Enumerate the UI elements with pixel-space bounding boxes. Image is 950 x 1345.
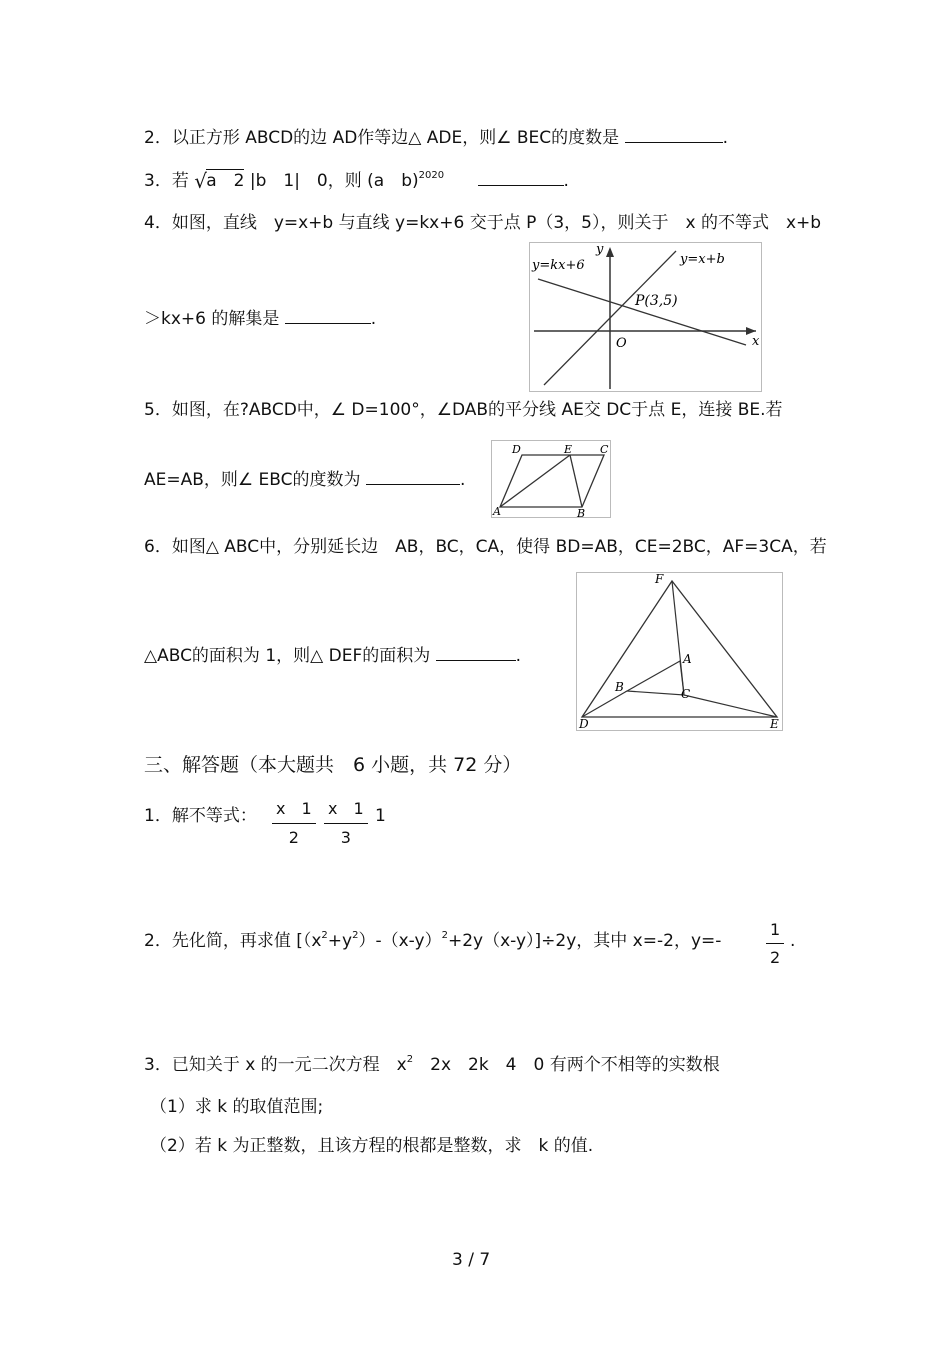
- label-d: D: [579, 717, 589, 730]
- question-5-line1: 5．如图，在?ABCD中，∠ D=100°，∠DAB的平分线 AE交 DC于点 E，连接 BE.若: [144, 400, 783, 420]
- question-2-fill: 2．以正方形 ABCD的边 AD作等边△ ADE，则∠ BEC的度数是 .: [144, 128, 728, 148]
- solve-2-end: .: [790, 931, 796, 951]
- label-line-xb: y=x+b: [680, 252, 725, 267]
- segment-bd: [582, 691, 627, 717]
- label-d: D: [512, 443, 521, 456]
- label-origin: O: [616, 336, 627, 351]
- question-5-line2: AE=AB，则∠ EBC的度数为 .: [144, 470, 466, 490]
- label-b: B: [577, 507, 586, 517]
- question-4-line1: 4．如图，直线 y=x+b 与直线 y=kx+6 交于点 P（3，5），则关于 x 的不等式 x+b: [144, 213, 822, 233]
- figure-parallelogram: [491, 440, 611, 518]
- label-b: B: [615, 680, 624, 694]
- label-a: A: [683, 652, 692, 666]
- fraction-1: x 1 2: [272, 796, 316, 847]
- sqrt-expression: √ a 2: [194, 169, 245, 193]
- answer-blank: [478, 171, 564, 186]
- solve-3-part2: （2）若 k 为正整数，且该方程的根都是整数，求 k 的值.: [150, 1136, 594, 1156]
- question-6-line1: 6．如图△ ABC中，分别延长边 AB，BC，CA，使得 BD=AB，CE=2BC，AF=3CA，若: [144, 537, 827, 557]
- solve-3-text: 3．已知关于 x 的一元二次方程 $x^2$ 2x 2k 4 0 有两个不相等的实数根: [144, 1054, 720, 1075]
- solve-2-text: 2．先化简，再求值 $[(x^2+y^2)-(x-y)^2+2y(x-y)]\div 2y$，其中 x=-2，y=-: [144, 930, 722, 951]
- fraction-y: 1 2: [766, 920, 784, 967]
- answer-blank: [625, 128, 723, 143]
- figure-triangle-def: [576, 572, 783, 731]
- label-x-axis: x: [752, 334, 760, 349]
- figure-lines-intersection: [529, 242, 762, 392]
- label-e: E: [770, 717, 779, 730]
- page-number: 3 / 7: [452, 1250, 491, 1270]
- label-line-kx6: y=kx+6: [532, 258, 585, 273]
- solve-3-part1: （1）求 k 的取值范围;: [150, 1097, 324, 1117]
- answer-blank: [285, 309, 371, 324]
- label-e: E: [564, 443, 573, 456]
- parallelogram-abcd: [500, 455, 604, 507]
- fraction-2: x 1 3: [324, 796, 368, 847]
- label-c: C: [681, 687, 691, 701]
- solve-1-rhs: 1: [375, 806, 386, 826]
- label-point-p: P(3,5): [635, 293, 678, 309]
- answer-blank: [366, 470, 460, 485]
- line-y-kx-6: [538, 279, 746, 345]
- question-3-fill: 3．若 √ a 2 |b 1| 0，则 (a b)$^{2020}$ .: [144, 169, 569, 193]
- triangle-abc: [627, 661, 684, 695]
- label-c: C: [600, 443, 609, 456]
- question-6-line2: △ABC的面积为 1，则△ DEF的面积为 .: [144, 646, 522, 666]
- label-f: F: [655, 573, 664, 586]
- label-y-axis: y: [596, 243, 604, 257]
- question-2-text: 2．以正方形 ABCD的边 AD作等边△ ADE，则∠ BEC的度数是: [144, 128, 620, 148]
- y-axis-arrow-icon: [606, 247, 614, 257]
- section-3-heading: 三、解答题（本大题共 6 小题，共 72 分）: [144, 754, 522, 776]
- question-4-line2: ＞kx+6 的解集是 .: [144, 309, 377, 329]
- segment-fc: [672, 581, 684, 695]
- label-a: A: [493, 505, 501, 517]
- segment-be: [570, 455, 582, 507]
- answer-blank: [436, 646, 516, 661]
- solve-1-label: 1．解不等式：: [144, 806, 257, 826]
